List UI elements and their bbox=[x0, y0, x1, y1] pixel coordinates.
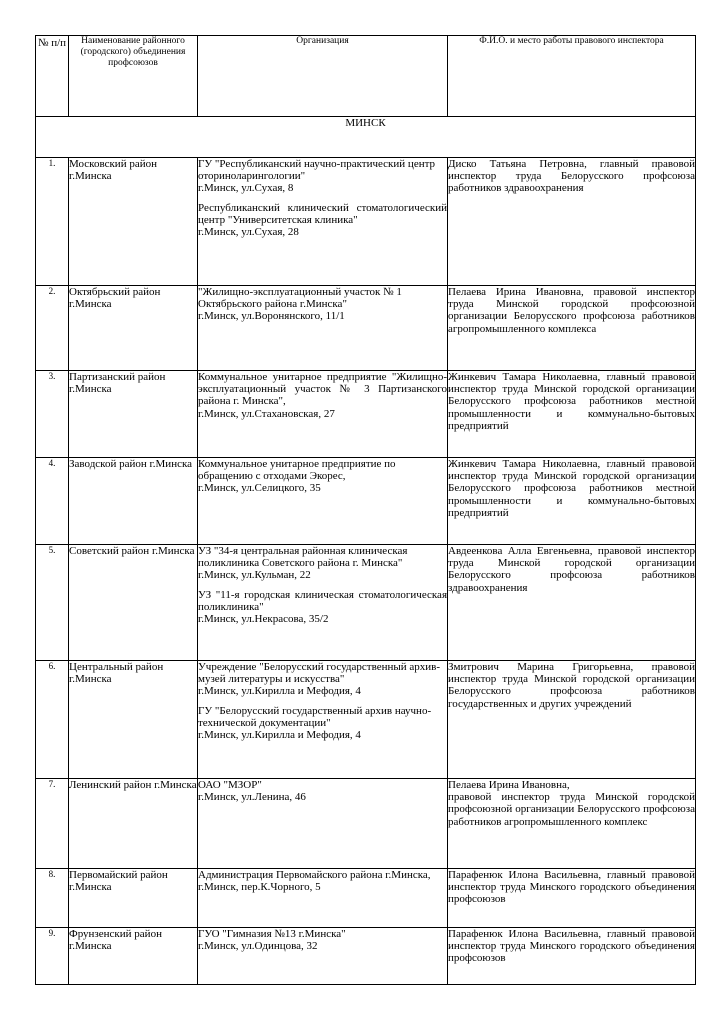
inspector-cell: Жинкевич Тамара Николаевна, главный правовой инспектор труда Минской городской организации Белорусского профсоюза работников местной промышленности и коммунально-бытовых предприятий bbox=[448, 371, 696, 458]
header-inspector: Ф.И.О. и место работы правового инспектора bbox=[448, 36, 696, 117]
district-name: Первомайский район г.Минска bbox=[69, 869, 198, 928]
inspector-cell bbox=[448, 779, 696, 869]
row-number: 7. bbox=[36, 779, 69, 869]
organization-cell bbox=[198, 661, 448, 779]
organization-entry bbox=[198, 705, 447, 742]
row-number: 8. bbox=[36, 869, 69, 928]
header-organization: Организация bbox=[198, 36, 448, 117]
organization-name: Коммунальное унитарное предприятие "Жилищно-эксплуатационный участок № 3 Партизанского района г. Минска", bbox=[198, 371, 447, 408]
city-title: МИНСК bbox=[36, 117, 696, 158]
table-row bbox=[36, 928, 696, 985]
district-name: Ленинский район г.Минска bbox=[69, 779, 198, 869]
organization-cell bbox=[198, 158, 448, 286]
inspector-cell: Парафенюк Илона Васильевна, главный правовой инспектор труда Минского городского объединения профсоюзов bbox=[448, 928, 696, 985]
organization-entry bbox=[198, 286, 447, 323]
row-number: 6. bbox=[36, 661, 69, 779]
organization-entry bbox=[198, 158, 447, 195]
row-number: 1. bbox=[36, 158, 69, 286]
organization-address: г.Минск, ул.Кирилла и Мефодия, 4 bbox=[198, 685, 361, 698]
organization-name: УЗ "34-я центральная районная клиническая поликлиника Советского района г. Минска" bbox=[198, 545, 408, 570]
inspector-cell: Жинкевич Тамара Николаевна, главный правовой инспектор труда Минской городской организации Белорусского профсоюза работников местной промышленности и коммунально-бытовых предприятий bbox=[448, 458, 696, 545]
organization-cell bbox=[198, 286, 448, 371]
district-name: Октябрьский район г.Минска bbox=[69, 286, 198, 371]
header-district: Наименование районного (городского) объединения профсоюзов bbox=[69, 36, 198, 117]
organization-cell bbox=[198, 869, 448, 928]
organization-entry bbox=[198, 869, 447, 893]
inspector-cell: Авдеенкова Алла Евгеньевна, правовой инспектор труда Минской городской организации Белорусского профсоюза работников здравоохранения bbox=[448, 545, 696, 661]
organization-cell bbox=[198, 371, 448, 458]
inspector-cell: Пелаева Ирина Ивановна, правовой инспектор труда Минской городской профсоюзной организации Белорусского профсоюза работников агропромышленного комплекса bbox=[448, 286, 696, 371]
inspectors-table bbox=[35, 35, 696, 985]
district-name: Московский район г.Минска bbox=[69, 158, 198, 286]
organization-address: г.Минск, ул.Воронянского, 11/1 bbox=[198, 310, 345, 323]
organization-entry bbox=[198, 779, 447, 803]
organization-address: г.Минск, ул.Ленина, 46 bbox=[198, 791, 306, 804]
organization-name: Администрация Первомайского района г.Минска, г.Минск, пер.К.Чорного, 5 bbox=[198, 869, 431, 894]
district-name: Центральный район г.Минска bbox=[69, 661, 198, 779]
organization-cell bbox=[198, 779, 448, 869]
organization-cell bbox=[198, 928, 448, 985]
table-row bbox=[36, 286, 696, 371]
organization-address: г.Минск, ул.Сухая, 8 bbox=[198, 182, 294, 195]
row-number: 3. bbox=[36, 371, 69, 458]
organization-cell bbox=[198, 458, 448, 545]
inspector-cell: Диско Татьяна Петровна, главный правовой инспектор труда Белорусского профсоюза работников здравоохранения bbox=[448, 158, 696, 286]
row-number: 5. bbox=[36, 545, 69, 661]
organization-name: ГУО "Гимназия №13 г.Минска" bbox=[198, 928, 346, 940]
organization-address: г.Минск, ул.Некрасова, 35/2 bbox=[198, 613, 329, 626]
organization-name: ОАО "МЗОР" bbox=[198, 779, 262, 791]
table-row bbox=[36, 371, 696, 458]
organization-entry bbox=[198, 545, 447, 582]
organization-entry bbox=[198, 202, 447, 239]
organization-cell bbox=[198, 545, 448, 661]
inspector-cell: Змитрович Марина Григорьевна, правовой инспектор труда Минской городской организации Белорусского профсоюза работников государственных и других учреждений bbox=[448, 661, 696, 779]
district-name: Фрунзенский район г.Минска bbox=[69, 928, 198, 985]
row-number: 9. bbox=[36, 928, 69, 985]
table-row bbox=[36, 779, 696, 869]
organization-address: г.Минск, ул.Одинцова, 32 bbox=[198, 940, 318, 953]
row-number: 2. bbox=[36, 286, 69, 371]
district-name: Заводской район г.Минска bbox=[69, 458, 198, 545]
organization-address: г.Минск, ул.Стахановская, 27 bbox=[198, 407, 335, 420]
organization-name: "Жилищно-эксплуатационный участок № 1 Октябрьского района г.Минска" bbox=[198, 286, 402, 311]
organization-name: Коммунальное унитарное предприятие по обращению с отходами Экорес, bbox=[198, 458, 396, 483]
organization-entry bbox=[198, 458, 447, 495]
table-row bbox=[36, 661, 696, 779]
row-number: 4. bbox=[36, 458, 69, 545]
table-row bbox=[36, 158, 696, 286]
organization-entry bbox=[198, 661, 447, 698]
organization-name: УЗ "11-я городская клиническая стоматологическая поликлиника" bbox=[198, 588, 447, 613]
inspector-cell: Парафенюк Илона Васильевна, главный правовой инспектор труда Минского городского объединения профсоюзов bbox=[448, 869, 696, 928]
inspector-position: правовой инспектор труда Минской городской профсоюзной организации Белорусского профсоюза работников агропромышленного комплекс bbox=[448, 791, 695, 828]
organization-name: Республиканский клинический стоматологический центр "Университетская клиника" bbox=[198, 201, 447, 226]
organization-entry bbox=[198, 928, 447, 952]
organization-address: г.Минск, ул.Селицкого, 35 bbox=[198, 482, 321, 495]
organization-name: Учреждение "Белорусский государственный архив-музей литературы и искусства" bbox=[198, 661, 441, 686]
organization-entry bbox=[198, 371, 447, 420]
table-row bbox=[36, 545, 696, 661]
organization-address: г.Минск, ул.Кирилла и Мефодия, 4 bbox=[198, 729, 361, 742]
district-name: Партизанский район г.Минска bbox=[69, 371, 198, 458]
district-name: Советский район г.Минска bbox=[69, 545, 198, 661]
organization-name: ГУ "Республиканский научно-практический центр оториноларингологии" bbox=[198, 158, 436, 183]
table-row bbox=[36, 458, 696, 545]
organization-name: ГУ "Белорусский государственный архив научно-технической документации" bbox=[198, 704, 432, 729]
table-row bbox=[36, 869, 696, 928]
header-number: № п/п bbox=[36, 36, 69, 117]
organization-address: г.Минск, ул.Сухая, 28 bbox=[198, 226, 299, 239]
organization-address: г.Минск, ул.Кульман, 22 bbox=[198, 569, 311, 582]
city-row bbox=[36, 117, 696, 158]
inspector-name: Пелаева Ирина Ивановна, bbox=[448, 779, 570, 791]
table-header-row bbox=[36, 36, 696, 117]
organization-entry bbox=[198, 589, 447, 626]
